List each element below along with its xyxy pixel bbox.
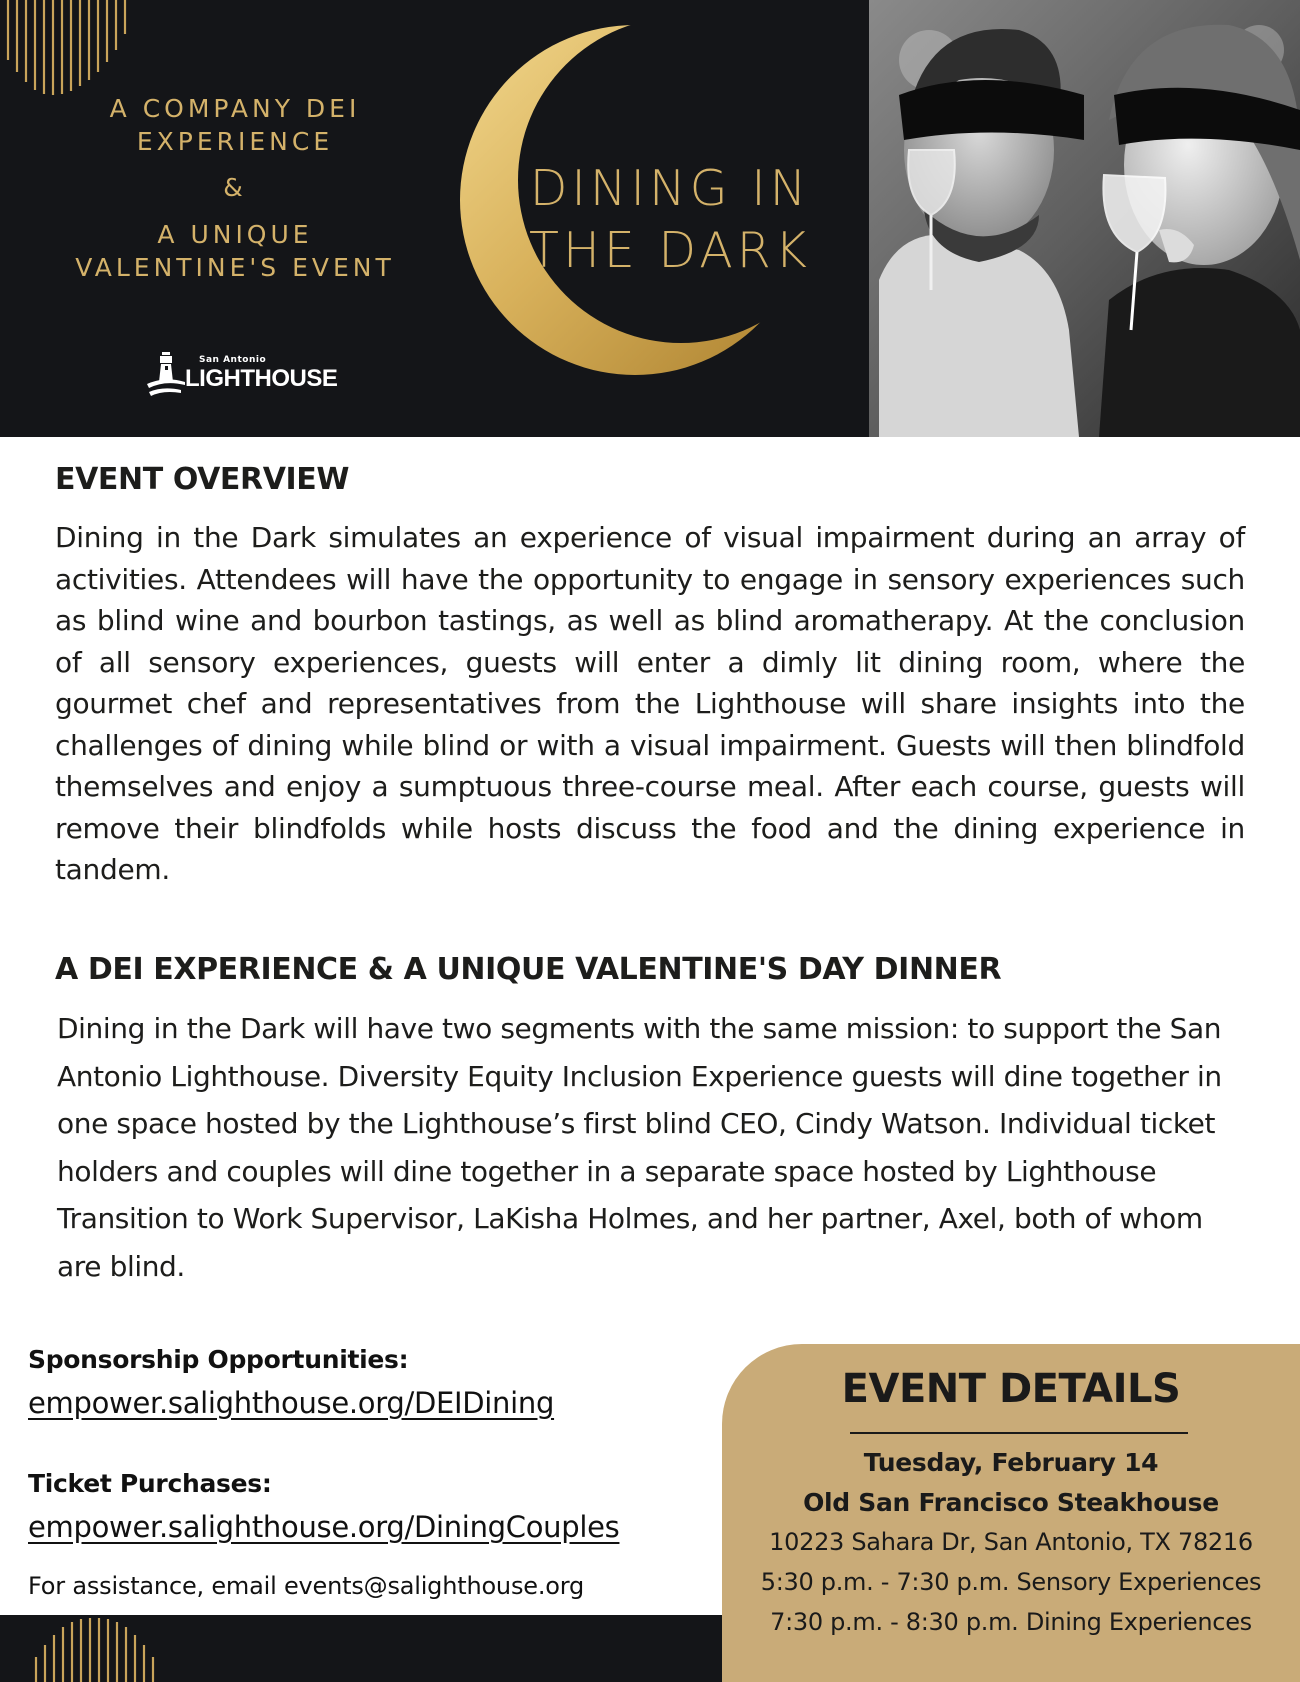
event-details-box bbox=[722, 1344, 1300, 1682]
blindfolded-guests-photo bbox=[869, 0, 1300, 437]
logo-wordmark: LIGHTHOUSE bbox=[185, 365, 338, 392]
logo-subtext: San Antonio bbox=[199, 355, 267, 365]
event-time-sensory: 5:30 p.m. - 7:30 p.m. Sensory Experiences bbox=[760, 1568, 1262, 1596]
event-title-line: DINING IN bbox=[529, 160, 811, 217]
tagline-line: VALENTINE'S EVENT bbox=[75, 253, 395, 282]
overview-heading: EVENT OVERVIEW bbox=[55, 462, 350, 497]
tagline-line: A UNIQUE bbox=[157, 220, 313, 249]
overview-paragraph: Dining in the Dark simulates an experience of visual impairment during an array of activities. Attendees will have the opportunity to engage in sensory experiences such as blind wine and bourbon tastings, as well as blind aromatherapy. At the conclusion of all sensory experiences, guests will enter a dimly lit dining room, where the gourmet chef and representatives from the Lighthouse will share insights into the challenges of dining while blind or with a visual impairment. Guests will then blindfold themselves and enjoy a sumptuous three-course meal. After each course, guests will remove their blindfolds while hosts discuss the food and the dining experience in tandem. bbox=[55, 521, 1245, 886]
event-date: Tuesday, February 14 bbox=[863, 1448, 1159, 1477]
event-details-heading: EVENT DETAILS bbox=[841, 1366, 1181, 1412]
event-time-dining: 7:30 p.m. - 8:30 p.m. Dining Experiences bbox=[770, 1608, 1252, 1636]
event-venue: Old San Francisco Steakhouse bbox=[803, 1488, 1219, 1517]
dei-heading: A DEI EXPERIENCE & A UNIQUE VALENTINE'S DAY DINNER bbox=[55, 952, 1002, 987]
tickets-link[interactable]: empower.salighthouse.org/DiningCouples bbox=[28, 1510, 620, 1544]
tickets-label: Ticket Purchases: bbox=[28, 1469, 272, 1498]
event-address: 10223 Sahara Dr, San Antonio, TX 78216 bbox=[769, 1528, 1253, 1556]
event-tagline bbox=[55, 92, 415, 284]
dei-paragraph: Dining in the Dark will have two segments with the same mission: to support the San Antonio Lighthouse. Diversity Equity Inclusion Experience guests will dine together in one space hosted by the Lighthouse’s first blind CEO, Cindy Watson. Individual ticket holders and couples will dine together in a separate space hosted by Lighthouse Transition to Work Supervisor, LaKisha Holmes, and her partner, Axel, both of whom are blind. bbox=[57, 1012, 1222, 1283]
sponsorship-label: Sponsorship Opportunities: bbox=[28, 1345, 409, 1374]
assistance-text: For assistance, email events@salighthouse.org bbox=[28, 1572, 585, 1600]
hero-banner bbox=[0, 0, 1300, 437]
event-title-line: THE DARK bbox=[529, 222, 811, 279]
event-title bbox=[520, 158, 820, 282]
tagline-line: A COMPANY DEI bbox=[109, 94, 361, 123]
sponsorship-link[interactable]: empower.salighthouse.org/DEIDining bbox=[28, 1386, 555, 1420]
gold-stripes-decoration bbox=[0, 0, 135, 95]
gold-stripes-decoration bbox=[30, 1617, 170, 1682]
divider bbox=[850, 1432, 1188, 1434]
tagline-line: EXPERIENCE bbox=[136, 127, 334, 156]
lighthouse-logo bbox=[145, 348, 338, 408]
tagline-ampersand: & bbox=[223, 173, 247, 202]
